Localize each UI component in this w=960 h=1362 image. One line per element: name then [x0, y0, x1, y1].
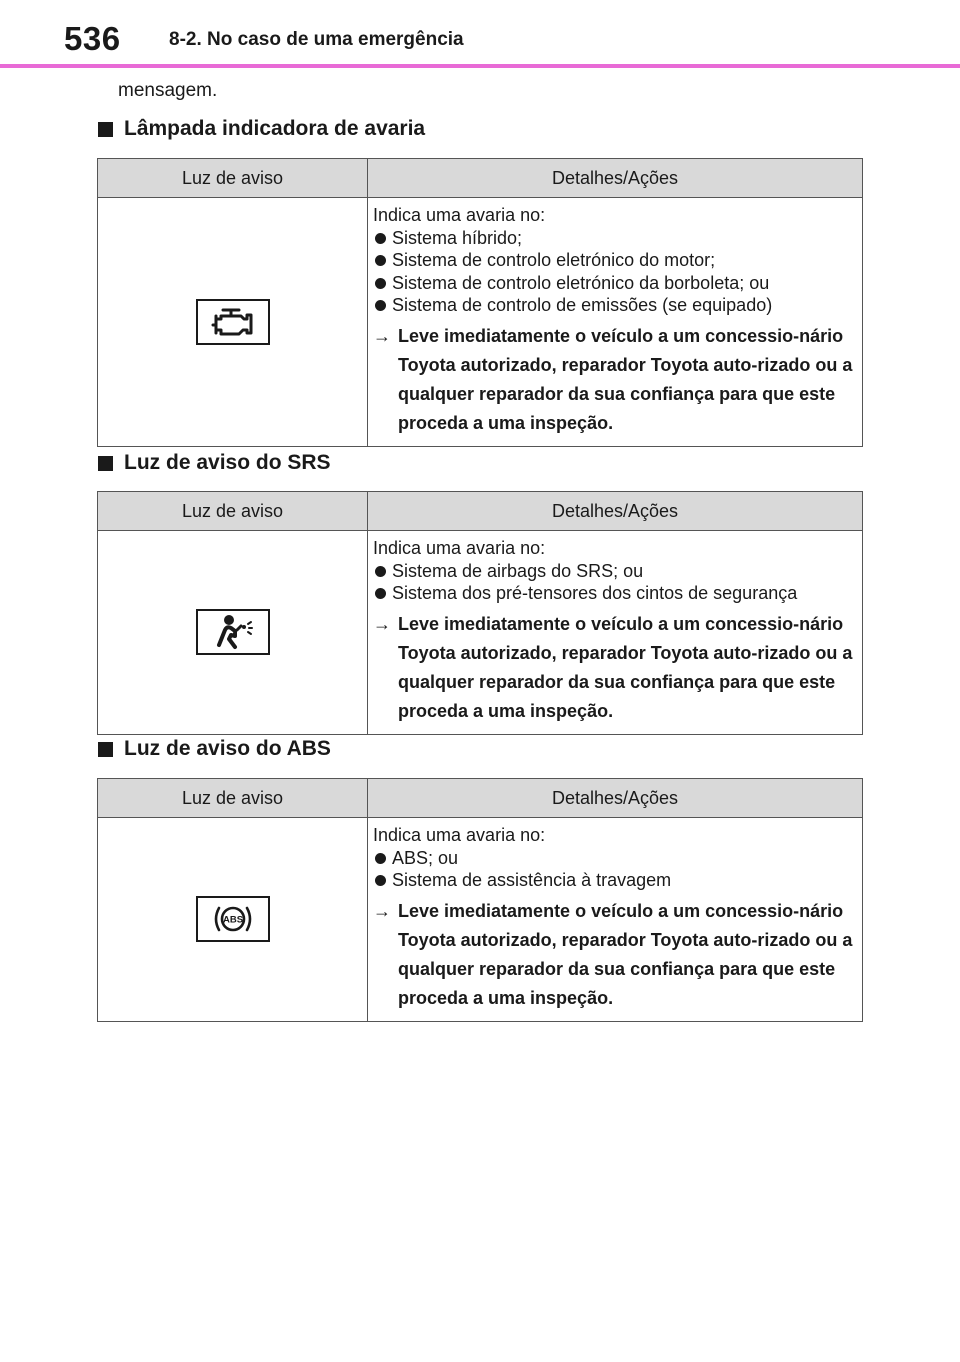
list-item: Sistema de controlo de emissões (se equipado) — [373, 294, 854, 317]
details-intro: Indica uma avaria no: — [373, 825, 546, 845]
square-bullet-icon — [98, 456, 113, 471]
column-header-details: Detalhes/Ações — [368, 492, 863, 531]
section-title-srs — [98, 451, 331, 475]
section-title-abs — [98, 737, 331, 761]
table-header-row — [98, 159, 863, 198]
bullet-dot-icon — [375, 588, 386, 599]
details-cell — [368, 198, 863, 447]
header-divider — [0, 64, 960, 68]
action-instruction — [373, 610, 854, 726]
square-bullet-icon — [98, 122, 113, 137]
warning-icon-cell — [98, 198, 368, 447]
column-header-warning: Luz de aviso — [98, 779, 368, 818]
column-header-details: Detalhes/Ações — [368, 779, 863, 818]
arrow-icon: → — [373, 325, 391, 346]
details-intro: Indica uma avaria no: — [373, 538, 546, 558]
list-item: ABS; ou — [373, 847, 854, 870]
abs-icon — [196, 896, 270, 942]
table-header-row — [98, 779, 863, 818]
action-instruction — [373, 897, 854, 1013]
bullet-dot-icon — [375, 300, 386, 311]
warning-table-abs — [97, 778, 863, 1022]
bullet-dot-icon — [375, 875, 386, 886]
action-instruction — [373, 322, 854, 438]
square-bullet-icon — [98, 742, 113, 757]
section-title-text: Luz de aviso do ABS — [124, 737, 331, 760]
bullet-dot-icon — [375, 255, 386, 266]
continuation-text: mensagem. — [118, 80, 218, 101]
column-header-details: Detalhes/Ações — [368, 159, 863, 198]
section-title-malfunction — [98, 117, 425, 141]
page-header — [0, 0, 960, 68]
details-cell — [368, 531, 863, 735]
table-row — [98, 531, 863, 735]
bullet-dot-icon — [375, 278, 386, 289]
warning-table-srs — [97, 491, 863, 735]
bullet-dot-icon — [375, 566, 386, 577]
bullet-dot-icon — [375, 233, 386, 244]
chapter-title: 8-2. No caso de uma emergência — [169, 29, 464, 50]
abs-icon-label: ABS — [222, 914, 243, 926]
warning-icon-cell — [98, 818, 368, 1022]
table-row — [98, 198, 863, 447]
list-item: Sistema de airbags do SRS; ou — [373, 560, 854, 583]
arrow-icon: → — [373, 613, 391, 634]
details-cell — [368, 818, 863, 1022]
action-text: Leve imediatamente o veículo a um concessio-nário Toyota autorizado, reparador Toyota auto-rizado ou a qualquer reparador da sua confiança para que este proceda a uma inspeção. — [398, 900, 853, 1008]
action-text: Leve imediatamente o veículo a um concessio-nário Toyota autorizado, reparador Toyota auto-rizado ou a qualquer reparador da sua confiança para que este proceda a uma inspeção. — [398, 325, 853, 433]
engine-check-icon — [196, 299, 270, 345]
table-header-row — [98, 492, 863, 531]
list-item: Sistema de assistência à travagem — [373, 869, 854, 892]
warning-table-malfunction — [97, 158, 863, 447]
section-title-text: Luz de aviso do SRS — [124, 451, 331, 474]
list-item: Sistema dos pré-tensores dos cintos de segurança — [373, 582, 854, 605]
list-item: Sistema de controlo eletrónico da borboleta; ou — [373, 272, 854, 295]
table-row — [98, 818, 863, 1022]
arrow-icon: → — [373, 900, 391, 921]
action-text: Leve imediatamente o veículo a um concessio-nário Toyota autorizado, reparador Toyota auto-rizado ou a qualquer reparador da sua confiança para que este proceda a uma inspeção. — [398, 613, 853, 721]
section-title-text: Lâmpada indicadora de avaria — [124, 117, 426, 140]
details-intro: Indica uma avaria no: — [373, 205, 546, 225]
bullet-dot-icon — [375, 853, 386, 864]
column-header-warning: Luz de aviso — [98, 159, 368, 198]
list-item: Sistema de controlo eletrónico do motor; — [373, 249, 854, 272]
warning-icon-cell — [98, 531, 368, 735]
page-number: 536 — [64, 20, 121, 57]
column-header-warning: Luz de aviso — [98, 492, 368, 531]
srs-airbag-icon — [196, 609, 270, 655]
list-item: Sistema híbrido; — [373, 227, 854, 250]
